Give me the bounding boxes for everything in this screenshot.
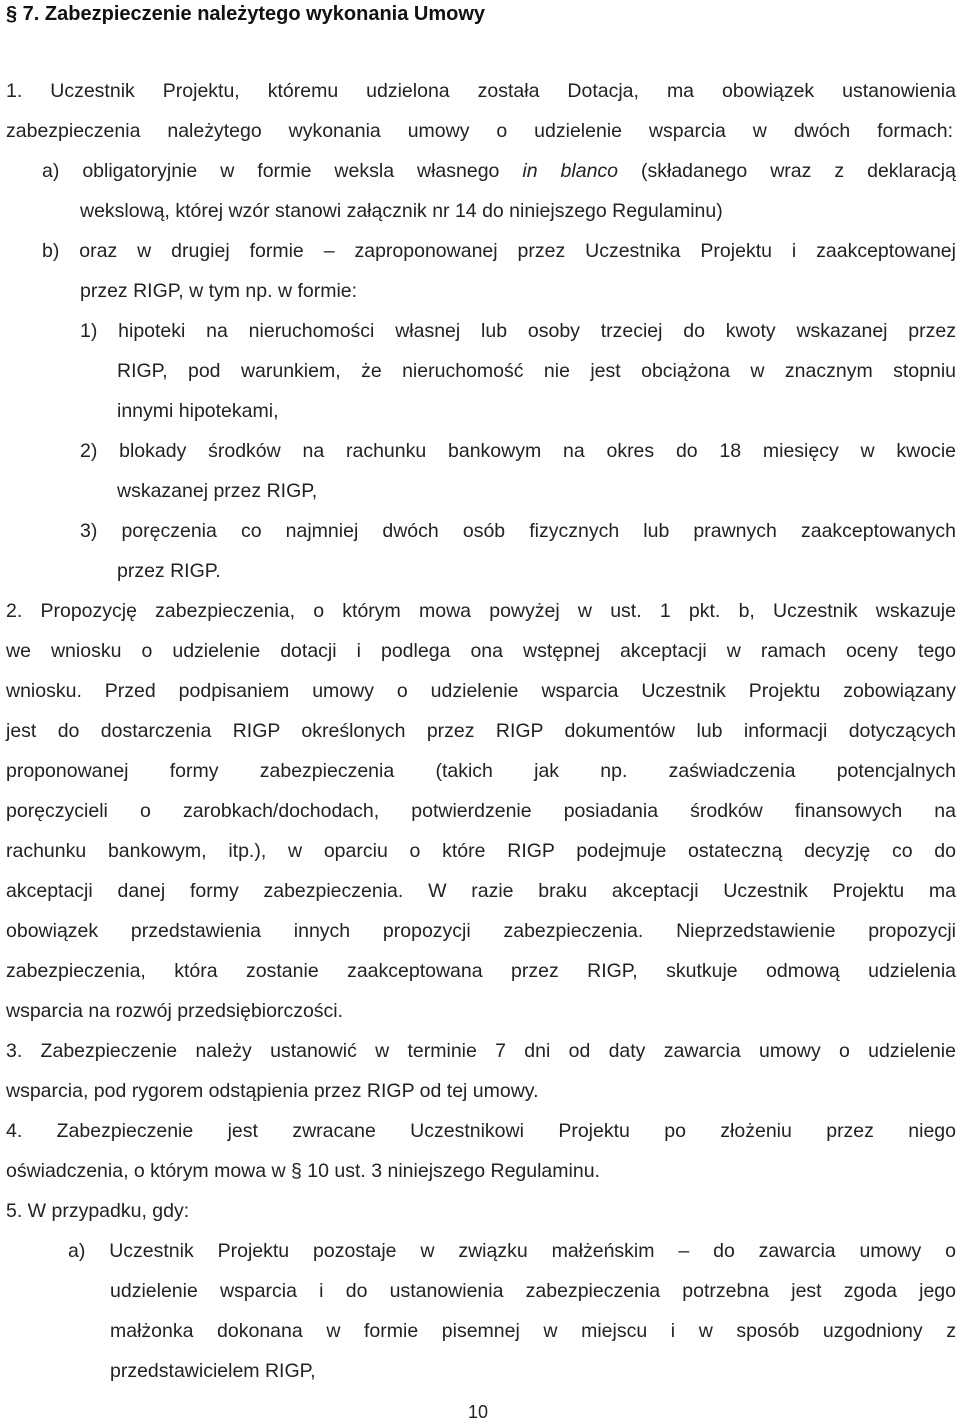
- list-item-line: a) Uczestnik Projektu pozostaje w związku małżeńskim – do zawarcia umowy o: [68, 1240, 956, 1262]
- paragraph-line: obowiązek przedstawienia innych propozycji zabezpieczenia. Nieprzedstawienie propozycji: [6, 920, 956, 942]
- sub-list-item-line: przez RIGP.: [117, 560, 221, 582]
- section-heading: § 7. Zabezpieczenie należytego wykonania Umowy: [6, 3, 486, 25]
- paragraph-line: poręczycieli o zarobkach/dochodach, potwierdzenie posiadania środków finansowych na: [6, 800, 956, 822]
- list-item-line: przedstawicielem RIGP,: [110, 1360, 316, 1382]
- paragraph-line: akceptacji danej formy zabezpieczenia. W razie braku akceptacji Uczestnik Projektu ma: [6, 880, 956, 902]
- italic-term: in blanco: [522, 160, 619, 182]
- sub-list-item-line: 3) poręczenia co najmniej dwóch osób fizycznych lub prawnych zaakceptowanych: [80, 520, 956, 542]
- sub-list-item-line: wskazanej przez RIGP,: [117, 480, 318, 502]
- list-item-text: a) obligatoryjnie w formie weksla własnego: [42, 160, 523, 182]
- sub-list-item-line: RIGP, pod warunkiem, że nieruchomość nie jest obciążona w znacznym stopniu: [117, 360, 956, 382]
- list-item-line: b) oraz w drugiej formie – zaproponowanej przez Uczestnika Projektu i zaakceptowanej: [42, 240, 956, 262]
- sub-list-item-line: innymi hipotekami,: [117, 400, 279, 422]
- list-item-line: małżonka dokonana w formie pisemnej w miejscu i w sposób uzgodniony z: [110, 1320, 956, 1342]
- sub-list-item-line: 2) blokady środków na rachunku bankowym na okres do 18 miesięcy w kwocie: [80, 440, 956, 462]
- paragraph-line: 1. Uczestnik Projektu, któremu udzielona została Dotacja, ma obowiązek ustanowienia: [6, 80, 956, 102]
- sub-list-item-line: 1) hipoteki na nieruchomości własnej lub osoby trzeciej do kwoty wskazanej przez: [80, 320, 956, 342]
- paragraph-line: 2. Propozycję zabezpieczenia, o którym mowa powyżej w ust. 1 pkt. b, Uczestnik wskazuje: [6, 600, 956, 622]
- list-item-line: przez RIGP, w tym np. w formie:: [80, 280, 358, 302]
- paragraph-line: wsparcia, pod rygorem odstąpienia przez RIGP od tej umowy.: [6, 1080, 539, 1102]
- paragraph-line: wsparcia na rozwój przedsiębiorczości.: [6, 1000, 344, 1022]
- paragraph-line: oświadczenia, o którym mowa w § 10 ust. 3 niniejszego Regulaminu.: [6, 1160, 600, 1182]
- paragraph-line: wniosku. Przed podpisaniem umowy o udzielenie wsparcia Uczestnik Projektu zobowiązany: [6, 680, 956, 702]
- list-item-text: (składanego wraz z deklaracją: [618, 160, 956, 182]
- paragraph-line: we wniosku o udzielenie dotacji i podlega ona wstępnej akceptacji w ramach oceny tego: [6, 640, 956, 662]
- list-item-line: udzielenie wsparcia i do ustanowienia zabezpieczenia potrzebna jest zgoda jego: [110, 1280, 956, 1302]
- paragraph-line: rachunku bankowym, itp.), w oparciu o które RIGP podejmuje ostateczną decyzję co do: [6, 840, 956, 862]
- page-number: 10: [468, 1402, 489, 1422]
- paragraph-line: jest do dostarczenia RIGP określonych przez RIGP dokumentów lub informacji dotyczących: [6, 720, 956, 742]
- paragraph-line: zabezpieczenia należytego wykonania umowy o udzielenie wsparcia w dwóch formach:: [6, 120, 953, 142]
- paragraph-line: zabezpieczenia, która zostanie zaakceptowana przez RIGP, skutkuje odmową udzielenia: [6, 960, 956, 982]
- paragraph-line: 3. Zabezpieczenie należy ustanowić w terminie 7 dni od daty zawarcia umowy o udzielenie: [6, 1040, 956, 1062]
- paragraph-line: 5. W przypadku, gdy:: [6, 1200, 190, 1222]
- list-item-line: [42, 159, 956, 183]
- paragraph-line: proponowanej formy zabezpieczenia (takich jak np. zaświadczenia potencjalnych: [6, 760, 956, 782]
- list-item-line: wekslową, której wzór stanowi załącznik nr 14 do niniejszego Regulaminu): [80, 200, 723, 222]
- paragraph-line: 4. Zabezpieczenie jest zwracane Uczestnikowi Projektu po złożeniu przez niego: [6, 1120, 956, 1142]
